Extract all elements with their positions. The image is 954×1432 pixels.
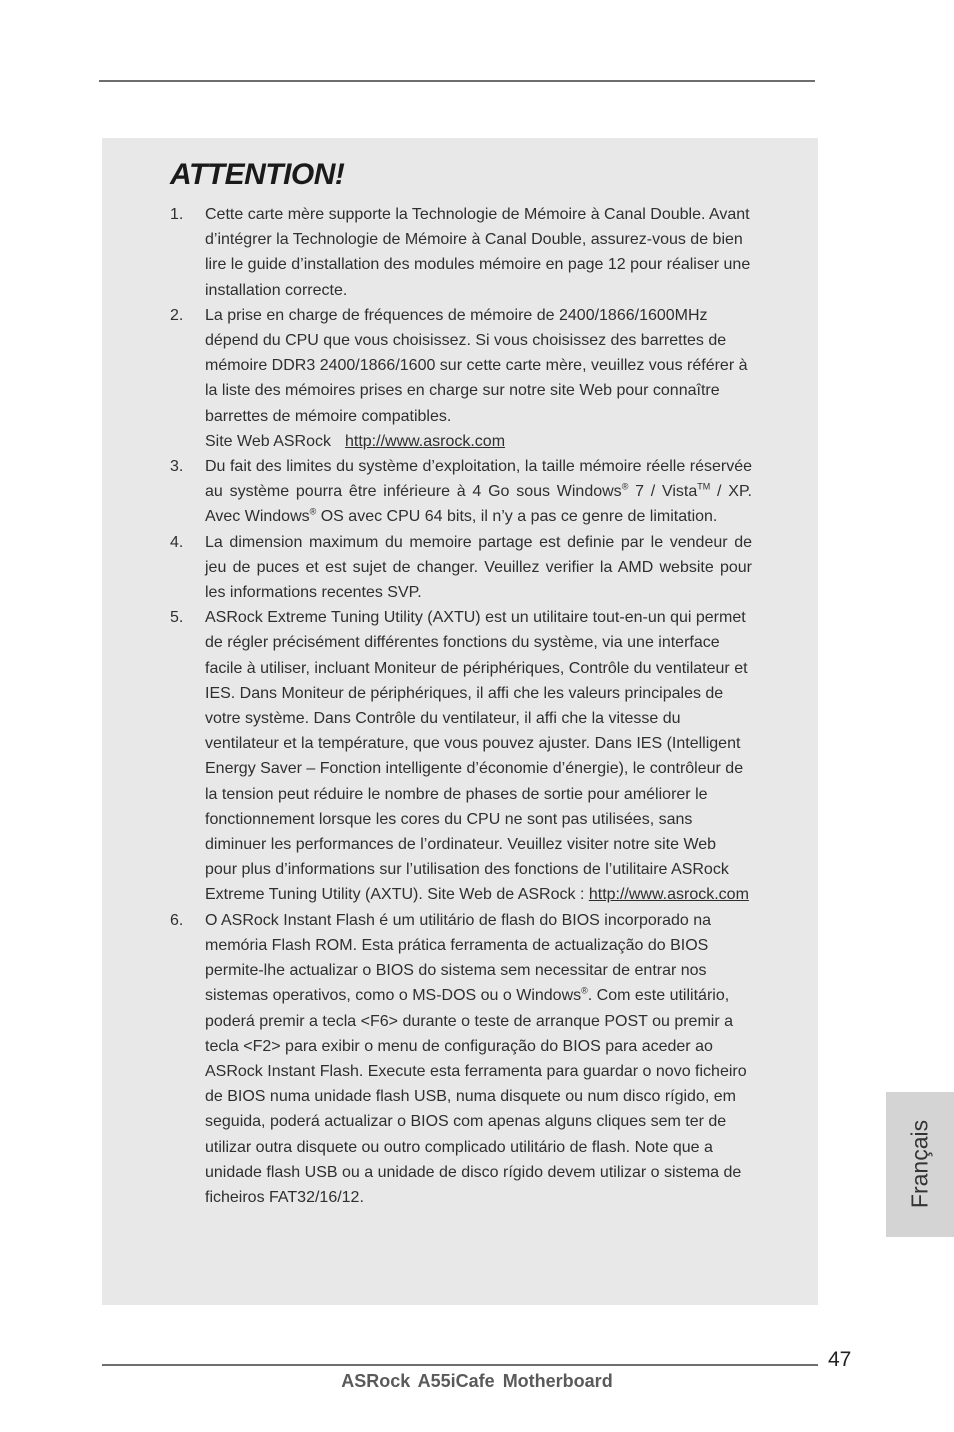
item-text: ASRock Extreme Tuning Utility (AXTU) est un utilitaire tout-en-un qui permet de régler précisément différentes fonctions du système, via une interface facile à utiliser, incluant Moniteur de périphériques, Contrôle du ventilateur et IES. Dans Moniteur de périphériques, il affi che les valeurs principales de votre système. Dans Contrôle du ventilateur, il affi che la vitesse du ventilateur et la température, que vous pouvez ajuster. Dans IES (Intelligent Energy Saver – Fonction intelligente d’économie d’énergie), le contrôleur de la tension peut réduire le nombre de phases de sortie pour améliorer le fonctionnement lorsque les cores du CPU ne sont pas utilisées, sans diminuer les performances de l’ordinateur. Veuillez visiter notre site Web pour plus d’informations sur l’utilisation des fonctions de l’utilitaire ASRock Extreme Tuning Utility (AXTU). Site Web de ASRock : http://www.asrock.com [205,609,749,904]
bottom-rule [102,1364,818,1366]
attention-list [170,202,752,1210]
item-number: 5. [170,609,184,627]
language-label: Français [906,1119,933,1209]
item-text: La prise en charge de fréquences de mémoire de 2400/1866/1600MHz dépend du CPU que vous choisissez. Si vous choisissez des barrettes de mémoire DDR3 2400/1866/1600 sur cette carte mère, veuillez vous référer à la liste des mémoires prises en charge sur notre site Web pour connaître barrettes de mémoire compatibles. [205,306,748,425]
site-line [205,429,752,454]
top-rule [99,80,815,82]
item-number: 4. [170,533,184,551]
item-number: 2. [170,306,184,324]
attention-title: ATTENTION! [170,158,345,191]
registered-mark: ® [581,985,588,996]
list-item-4 [170,530,752,606]
page-number: 47 [828,1348,852,1371]
list-item-6 [170,908,752,1210]
list-item-5 [170,605,752,907]
item-text: O ASRock Instant Flash é um utilitário de flash do BIOS incorporado na memória Flash ROM. Esta prática ferramenta de actualização do BIOS permite-lhe actualizar o BIOS do sistema sem necessitar de entrar nos sistemas operativos, como o MS-DOS ou o Windows®. Com este utilitário, poderá premir a tecla <F6> durante o teste de arranque POST ou premir a tecla <F2> para exibir o menu de configuração do BIOS para aceder ao ASRock Instant Flash. Execute esta ferramenta para guardar o novo ficheiro de BIOS numa unidade flash USB, numa disquete ou num disco rígido, em seguida, poderá actualizar o BIOS com apenas alguns cliques sem ter de utilizar outra disquete ou outro complicado utilitário de flash. Note que a unidade flash USB ou a unidade de disco rígido devem utilizar o sistema de ficheiros FAT32/16/12. [205,911,747,1206]
item-number: 6. [170,911,184,929]
footer-product-name: ASRock A55iCafe Motherboard [341,1371,613,1391]
asrock-website-link[interactable]: http://www.asrock.com [344,432,506,450]
item-number: 1. [170,206,184,223]
registered-mark: ® [309,507,317,518]
registered-mark: ® [621,481,629,492]
site-label: Site Web ASRock [205,432,331,450]
item-text: La dimension maximum du memoire partage est definie par le vendeur de jeu de puces et est sujet de changer. Veuillez verifier la AMD website pour les informations recentes SVP. [205,533,752,602]
list-item-1 [170,202,752,303]
trademark-mark: TM [697,481,711,492]
item-text: Cette carte mère supporte la Technologie de Mémoire à Canal Double. Avant d’intégrer la Technologie de Mémoire à Canal Double, assurez-vous de bien lire le guide d’installation des modules mémoire en page 12 pour réaliser une installation correcte. [205,206,751,299]
language-side-tab [886,1092,954,1237]
list-item-2 [170,303,752,454]
asrock-website-link[interactable]: http://www.asrock.com [588,886,749,904]
item-text: Du fait des limites du système d’exploitation, la taille mémoire réelle réservée au système pourra être inférieure à 4 Go sous Windows® 7 / Vista™ / XP. Avec Windows® OS avec CPU 64 bits, il n’y a pas ce genre de limitation. [205,458,752,526]
item-number: 3. [170,458,184,476]
list-item-3 [170,454,752,530]
